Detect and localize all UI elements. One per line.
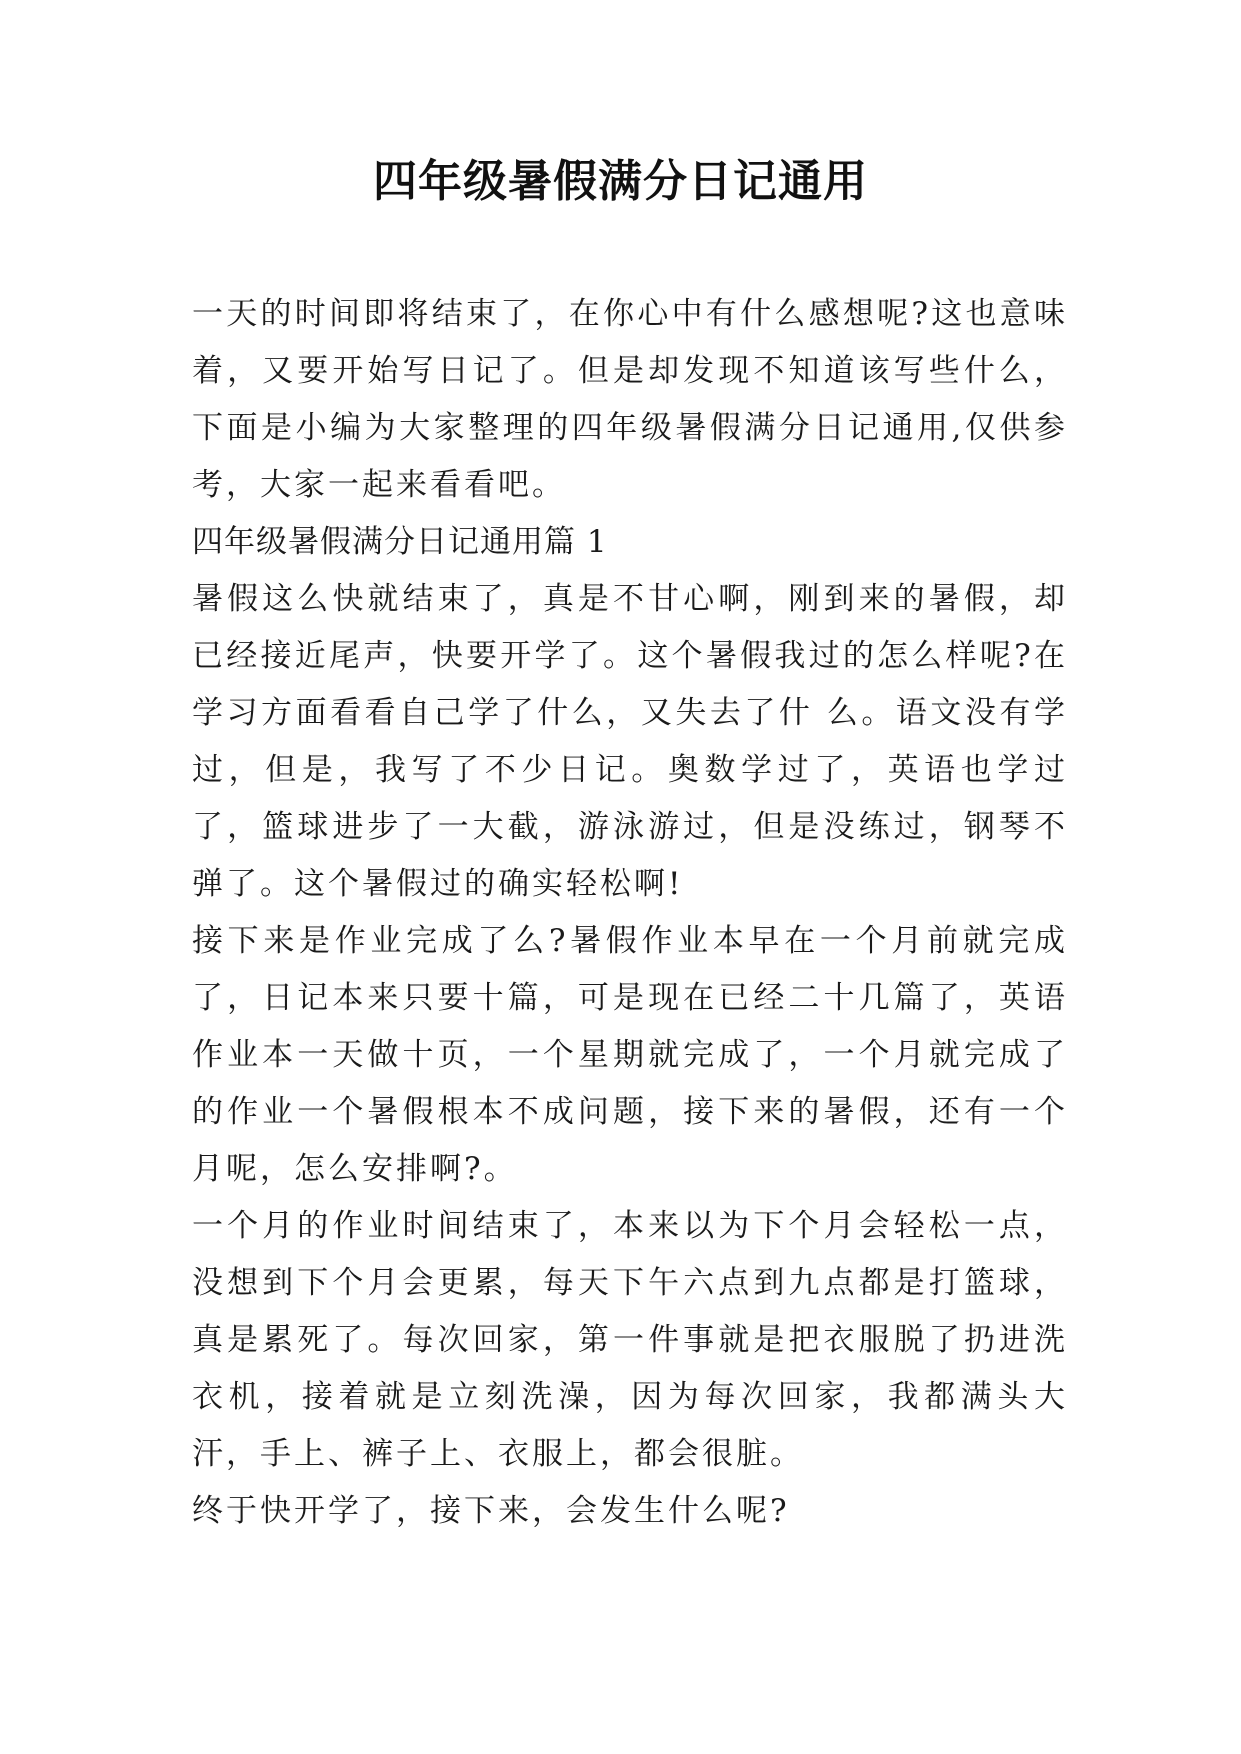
body-paragraph: 暑假这么快就结束了，真是不甘心啊，刚到来的暑假，却已经接近尾声，快要开学了。这个暑假我过的怎么样呢?在学习方面看看自己学了什么，又失去了什 么。语文没有学过，但是，我写了不少日记。奥数学过了，英语也学过了，篮球进步了一大截，游泳游过，但是没练过，钢琴不弹了。这个暑假过的确实轻松啊!	[192, 581, 1068, 902]
body-paragraph: 终于快开学了，接下来，会发生什么呢?	[192, 1493, 790, 1529]
intro-paragraph: 一天的时间即将结束了，在你心中有什么感想呢?这也意味着，又要开始写日记了。但是却发现不知道该写些什么，下面是小编为大家整理的四年级暑假满分日记通用,仅供参考，大家一起来看看吧。	[192, 296, 1068, 503]
body-paragraph: 接下来是作业完成了么?暑假作业本早在一个月前就完成了，日记本来只要十篇，可是现在已经二十几篇了，英语作业本一天做十页，一个星期就完成了，一个月就完成了的作业一个暑假根本不成问题，接下来的暑假，还有一个月呢，怎么安排啊?。	[192, 923, 1068, 1187]
body-paragraph: 一个月的作业时间结束了，本来以为下个月会轻松一点，没想到下个月会更累，每天下午六点到九点都是打篮球，真是累死了。每次回家，第一件事就是把衣服脱了扔进洗衣机，接着就是立刻洗澡，因为每次回家，我都满头大汗，手上、裤子上、衣服上，都会很脏。	[192, 1208, 1068, 1472]
document-title: 四年级暑假满分日记通用	[373, 156, 868, 207]
document-body	[192, 286, 1068, 1540]
section-heading: 四年级暑假满分日记通用篇 1	[192, 524, 608, 560]
